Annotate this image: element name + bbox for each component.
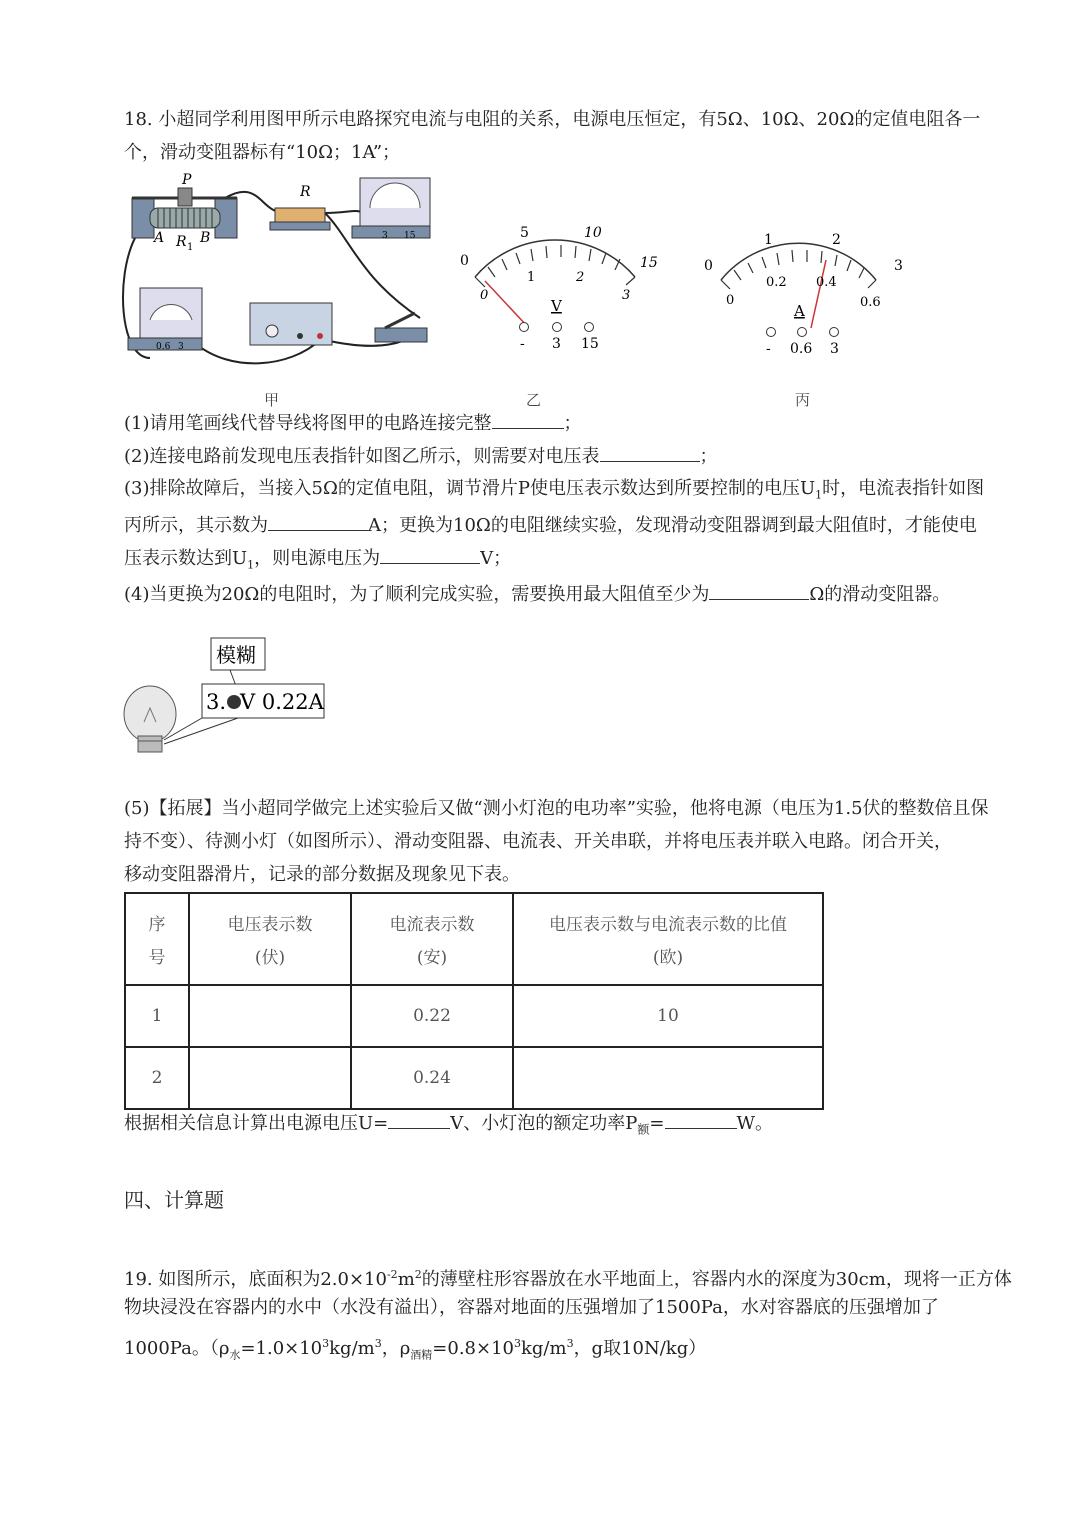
- label-R: R: [300, 184, 311, 200]
- q18-sub3-line1: (3)排除故障后，当接入5Ω的定值电阻，调节滑片P使电压表示数达到所要控制的电压$U_1$时，电流表指针如图: [124, 478, 985, 502]
- amp-upper-3: 3: [894, 258, 903, 274]
- q18-stem-line1: 18. 小超同学利用图甲所示电路探究电流与电阻的关系，电源电压恒定，有5Ω、10Ω、20Ω的定值电阻各一: [124, 109, 981, 130]
- q18-sub5-line3: 移动变阻器滑片，记录的部分数据及现象见下表。: [124, 864, 520, 885]
- header-cell: 序 号: [125, 893, 189, 985]
- q18-sub2: (2)连接电路前发现电压表指针如图乙所示，则需要对电压表 ；: [124, 443, 718, 470]
- table-cell: [189, 985, 351, 1047]
- q18-sub4: (4)当更换为20Ω的电阻时，为了顺利完成实验，需要换用最大阻值至少为 Ω的滑动变阻器。: [124, 581, 950, 608]
- table-cell: 0.22: [351, 985, 513, 1047]
- voltmeter-device: [352, 178, 430, 241]
- svg-text:3: 3: [178, 342, 184, 352]
- volt-upper-0: 0: [460, 253, 469, 269]
- svg-text:3: 3: [382, 231, 388, 241]
- volt-lower-0: 0: [480, 288, 489, 303]
- label-P: P: [182, 172, 192, 188]
- q18-sub5-line2: 持不变）、待测小灯（如图所示）、滑动变阻器、电流表、开关串联，并将电压表并联入电路。闭合开关，: [124, 831, 952, 852]
- volt-terminal-neg: -: [520, 336, 525, 352]
- bulb-tag: 模糊: [216, 643, 256, 667]
- answer-blank[interactable]: [380, 545, 480, 564]
- amp-upper-0: 0: [704, 258, 713, 274]
- q18-sub3-line3: 压表示数达到$U_1$，则电源电压为 V；: [124, 545, 511, 579]
- table-row: [125, 985, 823, 1047]
- answer-blank[interactable]: [388, 1110, 450, 1129]
- table-cell: 10: [513, 985, 823, 1047]
- volt-upper-10: 10: [584, 225, 602, 241]
- answer-blank[interactable]: [492, 410, 564, 429]
- label-A: A: [154, 230, 165, 246]
- volt-upper-5: 5: [520, 225, 529, 241]
- q18-sub1: (1)请用笔画线代替导线将图甲的电路连接完整 ；: [124, 410, 582, 437]
- table-cell: 0.24: [351, 1047, 513, 1109]
- amp-terminal-3: 3: [830, 341, 839, 357]
- table-header-row: [125, 893, 823, 985]
- power-supply: [250, 303, 332, 345]
- q19-line2: 物块浸没在容器内的水中（水没有溢出），容器对地面的压强增加了1500Pa，水对容器底的压强增加了: [124, 1297, 939, 1318]
- q19-line3: 1000Pa。（$\rho_水=1.0\times 10^3kg/m^3$，$\rho_{酒精}=0.8\times 10^3kg/m^3$，g取10N/kg）: [124, 1337, 707, 1362]
- circuit-diagram-jia: [120, 168, 440, 378]
- voltmeter-dial-yi: [450, 215, 680, 365]
- label-R1: R: [176, 234, 187, 250]
- volt-lower-1: 1: [527, 270, 536, 285]
- bulb-label-a: 3.: [206, 690, 227, 714]
- caption-yi: 乙: [526, 391, 542, 409]
- volt-lower-3: 3: [622, 288, 631, 303]
- table-cell: [189, 1047, 351, 1109]
- table-cell: 1: [125, 985, 189, 1047]
- amp-lower-0: 0: [726, 293, 735, 308]
- answer-blank[interactable]: [268, 512, 368, 531]
- q18-sub3-line2: 丙所示，其示数为 A；更换为10Ω的电阻继续实验，发现滑动变阻器调到最大阻值时，才能使电: [124, 512, 977, 539]
- amp-lower-02: 0.2: [766, 275, 787, 290]
- amp-lower-06: 0.6: [860, 295, 881, 310]
- rheostat: [132, 188, 237, 238]
- table-cell: [513, 1047, 823, 1109]
- q19-line1: 19. 如图所示，底面积为$2.0\times 10^{-2}m^2$的薄壁柱形容器放在水平地面上，容器内水的深度为30cm，现将一正方体: [124, 1268, 1012, 1290]
- amp-terminal-neg: -: [766, 341, 771, 357]
- caption-jia: 甲: [264, 391, 280, 409]
- header-cell: 电流表示数 (安): [351, 893, 513, 985]
- table-cell: 2: [125, 1047, 189, 1109]
- amp-upper-1: 1: [764, 232, 773, 248]
- svg-text:0.6: 0.6: [156, 342, 171, 352]
- answer-blank[interactable]: [665, 1110, 737, 1129]
- q18-stem-line2: 个，滑动变阻器标有“10Ω；1A”；: [124, 142, 401, 163]
- header-cell: 电压表示数 (伏): [189, 893, 351, 985]
- amp-upper-2: 2: [832, 232, 841, 248]
- bulb-figure: [118, 634, 333, 760]
- amp-lower-04: 0.4: [816, 275, 837, 290]
- answer-blank[interactable]: [709, 581, 809, 600]
- amp-unit: A: [794, 302, 805, 320]
- caption-bing: 丙: [795, 391, 811, 409]
- q18-sub5-answer: 根据相关信息计算出电源电压U= V、小灯泡的额定功率$P_额= W$。: [124, 1110, 773, 1143]
- ammeter-device: [128, 288, 202, 352]
- section-title: 四、计算题: [124, 1188, 224, 1212]
- volt-unit: V: [551, 297, 562, 315]
- svg-text:15: 15: [404, 231, 416, 241]
- data-table: [124, 892, 824, 1110]
- answer-blank[interactable]: [600, 443, 700, 462]
- label-R1-sub: 1: [187, 242, 194, 253]
- header-cell: 电压表示数与电流表示数的比值 (欧): [513, 893, 823, 985]
- table-row: [125, 1047, 823, 1109]
- amp-terminal-06: 0.6: [790, 341, 813, 357]
- q18-sub5-line1: (5)【拓展】当小超同学做完上述实验后又做“测小灯泡的电功率”实验，他将电源（电压为1.5伏的整数倍且保: [124, 798, 989, 819]
- volt-terminal-3: 3: [552, 336, 561, 352]
- volt-upper-15: 15: [640, 255, 658, 271]
- label-B: B: [200, 230, 211, 246]
- volt-lower-2: 2: [576, 270, 585, 285]
- volt-terminal-15: 15: [581, 336, 599, 352]
- resistor-R: [275, 208, 325, 222]
- bulb-label-b: V 0.22A: [240, 690, 324, 714]
- ammeter-dial-bing: [696, 220, 916, 365]
